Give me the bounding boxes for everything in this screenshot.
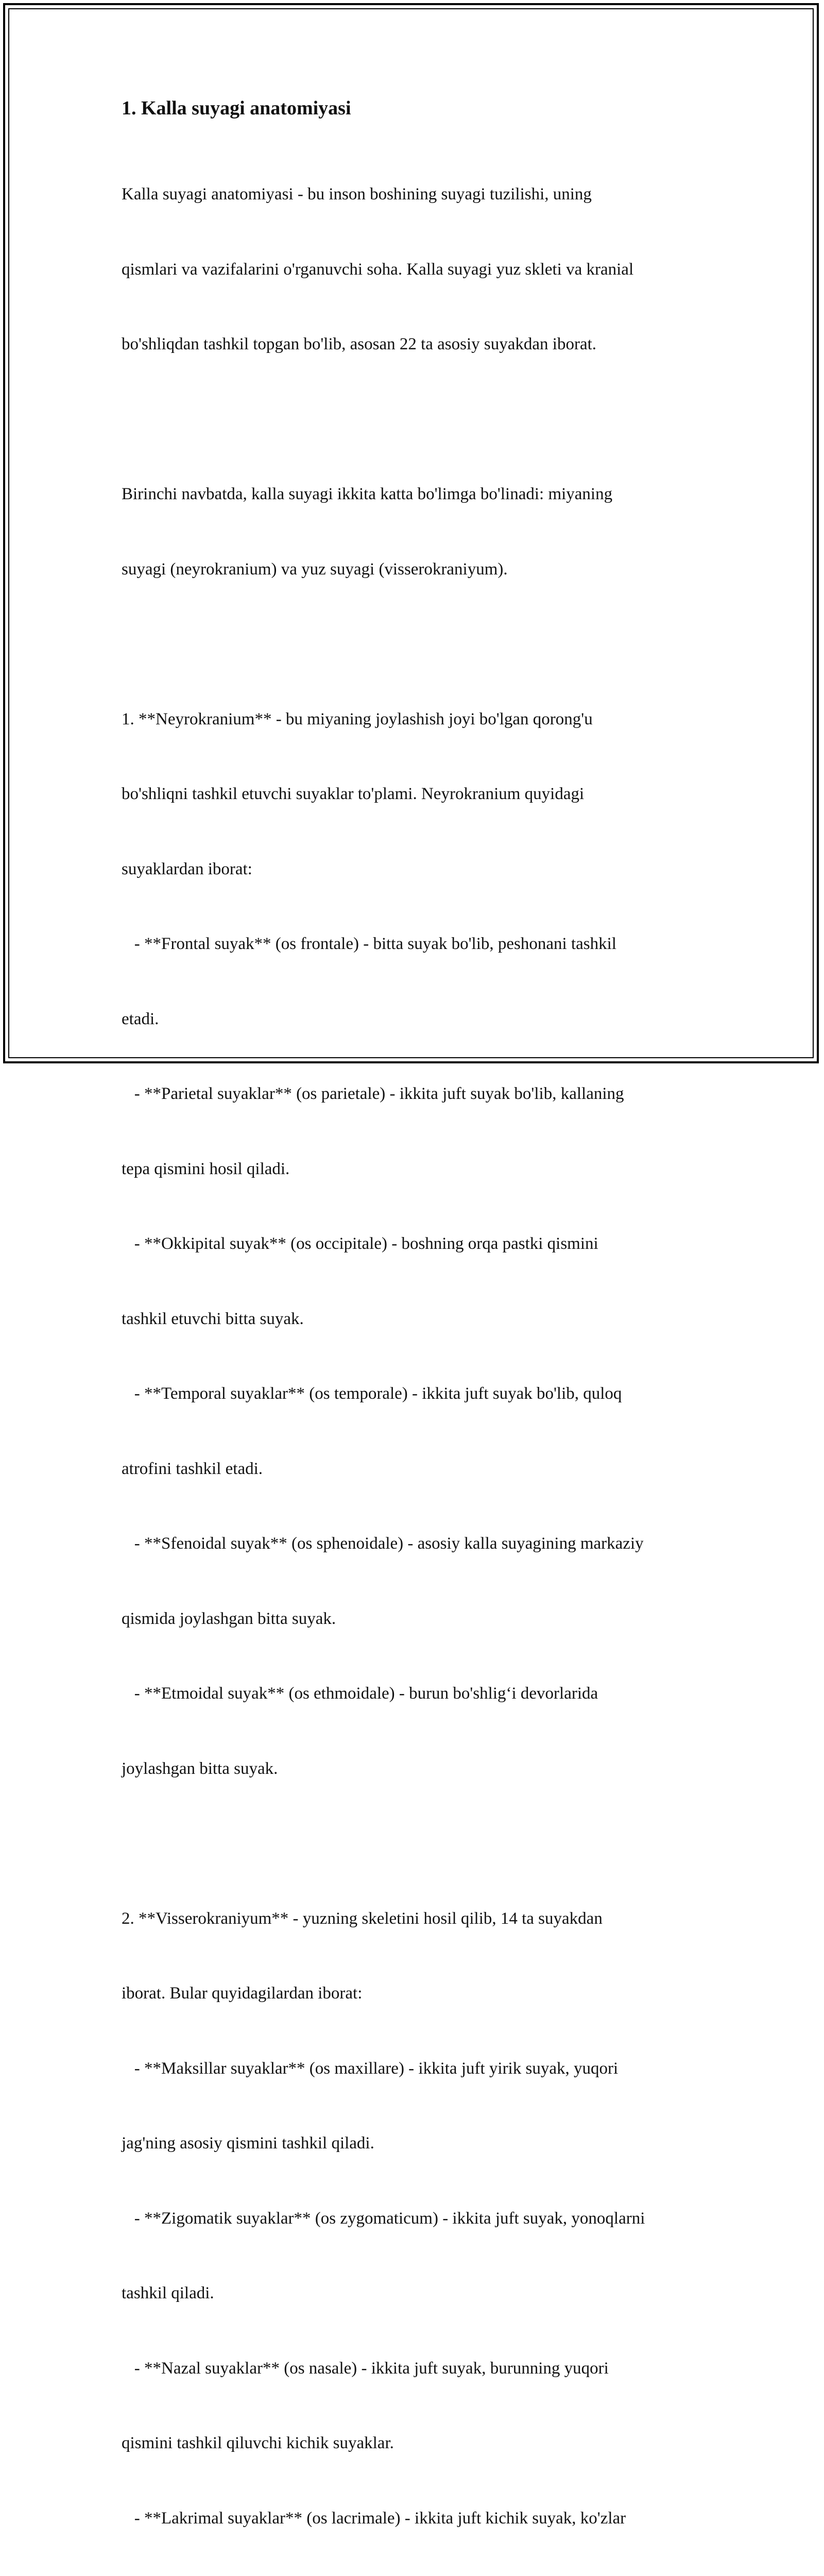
neurocranium-section bbox=[122, 657, 714, 1832]
neurocranium-line: - **Frontal suyak** (os frontale) - bitta suyak bo'lib, peshonani tashkil bbox=[122, 931, 714, 957]
intro-line: bo'shliqdan tashkil topgan bo'lib, asosan 22 ta asosiy suyakdan iborat. bbox=[122, 332, 714, 357]
viscerocranium-line: - **Zigomatik suyaklar** (os zygomaticum) - ikkita juft suyak, yonoqlarni bbox=[122, 2206, 714, 2231]
neurocranium-line: tepa qismini hosil qiladi. bbox=[122, 1157, 714, 1182]
neurocranium-line: - **Temporal suyaklar** (os temporale) - ikkita juft suyak bo'lib, quloq bbox=[122, 1381, 714, 1406]
division-line: suyagi (neyrokranium) va yuz suyagi (visserokraniyum). bbox=[122, 557, 714, 582]
neurocranium-line: - **Okkipital suyak** (os occipitale) - boshning orqa pastki qismini bbox=[122, 1231, 714, 1257]
viscerocranium-line: tashkil qiladi. bbox=[122, 2281, 714, 2306]
neurocranium-line: qismida joylashgan bitta suyak. bbox=[122, 1606, 714, 1632]
division-line: Birinchi navbatda, kalla suyagi ikkita katta bo'limga bo'linadi: miyaning bbox=[122, 482, 714, 507]
viscerocranium-section bbox=[122, 1856, 714, 2576]
neurocranium-line: 1. **Neyrokranium** - bu miyaning joylashish joyi bo'lgan qorong'u bbox=[122, 707, 714, 732]
neurocranium-line: - **Sfenoidal suyak** (os sphenoidale) - asosiy kalla suyagining markaziy bbox=[122, 1531, 714, 1556]
viscerocranium-line: jag'ning asosiy qismini tashkil qiladi. bbox=[122, 2131, 714, 2156]
viscerocranium-line: qismini tashkil qiluvchi kichik suyaklar. bbox=[122, 2431, 714, 2456]
neurocranium-line: tashkil etuvchi bitta suyak. bbox=[122, 1307, 714, 1332]
neurocranium-line: bo'shliqni tashkil etuvchi suyaklar to'plami. Neyrokranium quyidagi bbox=[122, 782, 714, 807]
neurocranium-line: etadi. bbox=[122, 1007, 714, 1032]
viscerocranium-line: iborat. Bular quyidagilardan iborat: bbox=[122, 1981, 714, 2006]
document-body bbox=[122, 96, 714, 2576]
neurocranium-line: joylashgan bitta suyak. bbox=[122, 1756, 714, 1782]
document-title: 1. Kalla suyagi anatomiyasi bbox=[122, 96, 714, 121]
viscerocranium-line: - **Lakrimal suyaklar** (os lacrimale) - ikkita juft kichik suyak, ko'zlar bbox=[122, 2506, 714, 2531]
neurocranium-line: - **Etmoidal suyak** (os ethmoidale) - burun bo'shlig‘i devorlarida bbox=[122, 1681, 714, 1706]
neurocranium-line: atrofini tashkil etadi. bbox=[122, 1456, 714, 1482]
viscerocranium-line: - **Nazal suyaklar** (os nasale) - ikkita juft suyak, burunning yuqori bbox=[122, 2356, 714, 2381]
intro-line: Kalla suyagi anatomiyasi - bu inson boshining suyagi tuzilishi, uning bbox=[122, 182, 714, 207]
intro-line: qismlari va vazifalarini o'rganuvchi soha. Kalla suyagi yuz skleti va kranial bbox=[122, 257, 714, 282]
viscerocranium-line: 2. **Visserokraniyum** - yuzning skeletini hosil qilib, 14 ta suyakdan bbox=[122, 1906, 714, 1931]
neurocranium-line: suyaklardan iborat: bbox=[122, 857, 714, 882]
viscerocranium-line: - **Maksillar suyaklar** (os maxillare) - ikkita juft yirik suyak, yuqori bbox=[122, 2056, 714, 2081]
neurocranium-line: - **Parietal suyaklar** (os parietale) - ikkita juft suyak bo'lib, kallaning bbox=[122, 1081, 714, 1107]
intro-paragraph bbox=[122, 132, 714, 407]
division-paragraph bbox=[122, 432, 714, 632]
